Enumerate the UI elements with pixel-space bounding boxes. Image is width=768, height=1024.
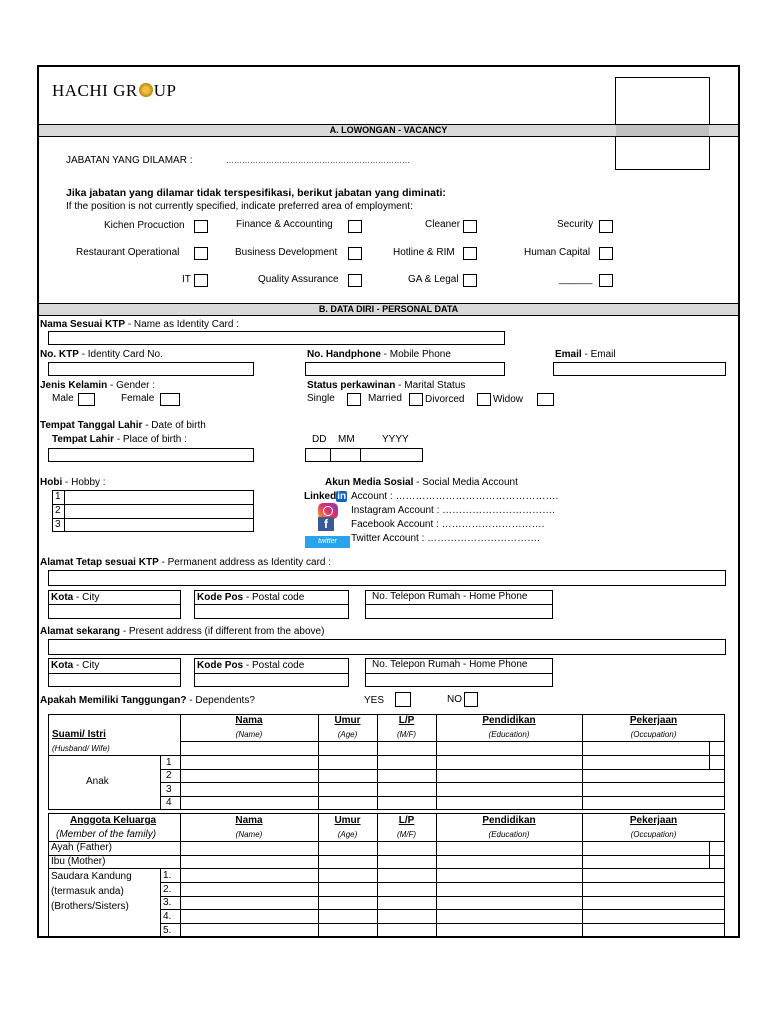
hobby-input-2[interactable]	[65, 505, 253, 517]
sibling-num: 5.	[163, 925, 172, 936]
col-name-en: (Name)	[235, 830, 263, 839]
family-label: Anggota Keluarga	[70, 815, 157, 826]
dependents-label: Apakah Memiliki Tanggungan? - Dependents?	[40, 695, 255, 706]
option-bizdev-checkbox[interactable]	[348, 247, 362, 260]
col-education-en: (Education)	[488, 730, 530, 739]
child-label: Anak	[86, 776, 109, 787]
siblings-label-2: (termasuk anda)	[51, 886, 124, 897]
section-a-header: A. LOWONGAN - VACANCY	[39, 124, 738, 137]
col-occupation: Pekerjaan	[629, 715, 678, 726]
section-a-header-shade	[616, 124, 709, 137]
facebook-icon: f	[318, 517, 334, 531]
phone-input[interactable]	[305, 362, 505, 376]
option-finance-label: Finance & Accounting	[236, 219, 333, 230]
hobby-input-3[interactable]	[65, 519, 253, 531]
sibling-num: 3.	[163, 897, 172, 908]
option-security-checkbox[interactable]	[599, 220, 613, 233]
spouse-label: Suami/ Istri	[52, 729, 106, 740]
col-gender-en: (M/F)	[396, 830, 417, 839]
option-restaurant-label: Restaurant Operational	[76, 247, 180, 258]
col-gender: L/P	[398, 715, 415, 726]
male-label: Male	[52, 393, 74, 404]
position-input[interactable]: ……………………………………………………………	[226, 156, 410, 165]
option-it-label: IT	[182, 274, 191, 285]
curr-address-input[interactable]	[48, 639, 726, 655]
curr-postal-label: Kode Pos - Postal code	[197, 660, 305, 671]
marital-label: Status perkawinan - Marital Status	[307, 380, 466, 391]
gender-label: Jenis Kelamin - Gender :	[40, 380, 156, 391]
female-label: Female	[121, 393, 155, 404]
dob-label: Tempat Tanggal Lahir - Date of birth	[40, 420, 206, 431]
option-kitchen-checkbox[interactable]	[194, 220, 208, 233]
yes-label: YES	[364, 695, 385, 706]
father-label: Ayah (Father)	[51, 842, 112, 853]
position-label: JABATAN YANG DILAMAR :	[66, 155, 193, 166]
widow-label: Widow	[493, 394, 524, 405]
phone-label: No. Handphone - Mobile Phone	[307, 349, 451, 360]
option-ga-checkbox[interactable]	[463, 274, 477, 287]
linkedin-icon: Linkedin	[304, 491, 347, 502]
perm-postal-label: Kode Pos - Postal code	[197, 592, 305, 603]
preferred-note-en: If the position is not currently specified, indicate preferred area of employment:	[66, 201, 413, 212]
col-age: Umur	[334, 815, 361, 826]
widow-checkbox[interactable]	[537, 393, 554, 406]
option-it-checkbox[interactable]	[194, 274, 208, 287]
col-education: Pendidikan	[482, 815, 536, 826]
instagram-account[interactable]: Instagram Account : …………………………….	[351, 505, 555, 516]
option-hotline-checkbox[interactable]	[463, 247, 477, 260]
mm-label: MM	[338, 434, 355, 445]
child-num: 4	[166, 797, 172, 808]
divorced-checkbox[interactable]	[477, 393, 491, 406]
hobby-num: 2	[55, 505, 61, 516]
yyyy-label: YYYY	[382, 434, 409, 445]
dd-label: DD	[312, 434, 327, 445]
col-gender-en: (M/F)	[396, 730, 417, 739]
option-hc-label: Human Capital	[524, 247, 591, 258]
married-checkbox[interactable]	[409, 393, 423, 406]
child-num: 2	[166, 770, 172, 781]
male-checkbox[interactable]	[78, 393, 95, 406]
name-input[interactable]	[48, 331, 505, 345]
child-num: 1	[166, 757, 172, 768]
hobby-num: 3	[55, 519, 61, 530]
preferred-note-id: Jika jabatan yang dilamar tidak terspesifikasi, berikut jabatan yang diminati:	[66, 187, 446, 199]
no-label: NO	[447, 694, 462, 705]
col-age-en: (Age)	[337, 830, 358, 839]
single-label: Single	[307, 393, 335, 404]
pob-label: Tempat Lahir - Place of birth :	[52, 434, 187, 445]
mother-label: Ibu (Mother)	[51, 856, 106, 867]
option-security-label: Security	[557, 219, 594, 230]
ktp-input[interactable]	[48, 362, 254, 376]
child-num: 3	[166, 784, 172, 795]
no-checkbox[interactable]	[464, 692, 478, 707]
option-hc-checkbox[interactable]	[599, 247, 613, 260]
logo-emblem-icon	[139, 83, 153, 97]
perm-address-label: Alamat Tetap sesuai KTP - Permanent address as Identity card :	[40, 557, 332, 568]
single-checkbox[interactable]	[347, 393, 361, 406]
curr-city-label: Kota - City	[51, 660, 100, 671]
curr-address-label: Alamat sekarang - Present address (if different from the above)	[40, 626, 325, 637]
sibling-num: 4.	[163, 911, 172, 922]
hobby-label: Hobi - Hobby :	[40, 477, 106, 488]
siblings-label-en: (Brothers/Sisters)	[51, 901, 129, 912]
col-name-en: (Name)	[235, 730, 263, 739]
option-qa-checkbox[interactable]	[348, 274, 362, 287]
option-qa-label: Quality Assurance	[258, 274, 339, 285]
curr-phone-label: No. Telepon Rumah - Home Phone	[372, 659, 528, 670]
email-input[interactable]	[553, 362, 726, 376]
ktp-label: No. KTP - Identity Card No.	[40, 349, 163, 360]
col-education-en: (Education)	[488, 830, 530, 839]
sibling-num: 2.	[163, 884, 172, 895]
section-b-header: B. DATA DIRI - PERSONAL DATA	[39, 303, 738, 316]
option-finance-checkbox[interactable]	[348, 220, 362, 233]
col-occupation-en: (Occupation)	[630, 730, 677, 739]
col-education: Pendidikan	[482, 715, 536, 726]
company-logo	[52, 81, 176, 101]
married-label: Married	[368, 393, 402, 404]
col-age: Umur	[334, 715, 361, 726]
hobby-input-1[interactable]	[65, 491, 253, 503]
option-other-label: ______	[559, 274, 593, 285]
col-gender: L/P	[398, 815, 415, 826]
col-name: Nama	[235, 715, 263, 726]
option-cleaner-label: Cleaner	[425, 219, 461, 230]
perm-phone-label: No. Telepon Rumah - Home Phone	[372, 591, 528, 602]
yyyy-input[interactable]	[360, 448, 423, 462]
col-occupation-en: (Occupation)	[630, 830, 677, 839]
perm-address-input[interactable]	[48, 570, 726, 586]
option-ga-label: GA & Legal	[408, 274, 459, 285]
siblings-label: Saudara Kandung	[51, 871, 132, 882]
facebook-account[interactable]: Facebook Account : ………………………….	[351, 519, 545, 530]
option-other-checkbox[interactable]	[599, 274, 613, 287]
email-label: Email - Email	[555, 349, 616, 360]
yes-checkbox[interactable]	[395, 692, 411, 707]
sibling-num: 1.	[163, 870, 172, 881]
linkedin-account[interactable]: Account : ………………………………………….	[351, 491, 559, 502]
twitter-account[interactable]: Twitter Account : …………………………….	[351, 533, 540, 544]
twitter-icon: twitter	[305, 536, 350, 548]
option-restaurant-checkbox[interactable]	[194, 247, 208, 260]
hobby-num: 1	[55, 491, 61, 502]
option-kitchen-label: Kichen Procuction	[104, 220, 185, 231]
social-label: Akun Media Sosial - Social Media Account	[325, 477, 518, 488]
col-age-en: (Age)	[337, 730, 358, 739]
logo-text-right: UP	[153, 81, 177, 100]
family-label-en: (Member of the family)	[56, 829, 157, 840]
spouse-label-en: (Husband/ Wife)	[52, 744, 110, 753]
option-cleaner-checkbox[interactable]	[463, 220, 477, 233]
perm-city-label: Kota - City	[51, 592, 100, 603]
option-bizdev-label: Business Development	[235, 247, 338, 258]
female-checkbox[interactable]	[160, 393, 180, 406]
logo-text-left: HACHI GR	[52, 81, 138, 100]
pob-input[interactable]	[48, 448, 254, 462]
divorced-label: Divorced	[425, 394, 465, 405]
name-label: Nama Sesuai KTP - Name as Identity Card :	[40, 319, 239, 330]
mm-input[interactable]	[330, 448, 361, 462]
dd-input[interactable]	[305, 448, 331, 462]
option-hotline-label: Hotline & RIM	[393, 247, 455, 258]
col-name: Nama	[235, 815, 263, 826]
col-occupation: Pekerjaan	[629, 815, 678, 826]
